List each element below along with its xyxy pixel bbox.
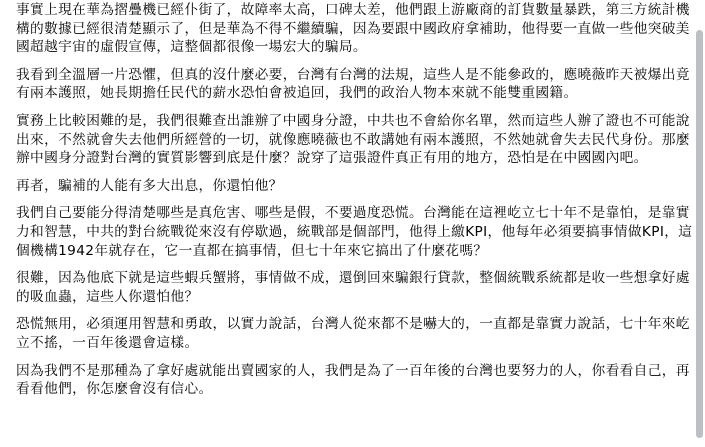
post-paragraph-5: 我們自己要能分得清楚哪些是真危害、哪些是假，不要過度恐慌。台灣能在這裡屹立七十年不是靠怕，是靠實力和智慧，中共的對台統戰從來沒有停歇過，統戰部是個部門，他得上繳KPI，他每年必須要搞事情做KPI，這個機構1942年就存在，它一直都在搞事情，但七十年來它搞出了什麼花嗎？ [16,205,693,259]
post-body [16,0,694,447]
post-paragraph-3: 實務上比較困難的是，我們很難查出誰辦了中國身分證，中共也不會給你名單，然而這些人辦了證也不可能說出來，不然就會失去他們所經營的一切，就像應曉薇也不敢講她有兩本護照，不然她就會失去民代身份。那麼辦中國身分證對台灣的實質影響到底是什麼？說穿了這張證件真正有用的地方，恐怕是在中國國內吧。 [16,112,690,167]
post-paragraph-1: 事實上現在華為摺疊機已經仆街了，故障率太高，口碑太差，他們跟上游廠商的訂貨數量暴跌，第三方統計機構的數據已經很清楚顯示了，但是華為不得不繼續騙，因為要跟中國政府拿補助，他得要一直做一些他突破美國超越宇宙的虛假宣傳，這整個都很像一場宏大的騙局。 [16,2,690,56]
scrollbar-thumb[interactable] [696,30,703,438]
post-paragraph-6: 很難，因為他底下就是這些蝦兵蟹將，事情做不成，還倒回來騙銀行貸款，整個統戰系統都是收一些想拿好處的吸血蟲，這些人你還怕他？ [16,270,690,305]
post-paragraph-7: 恐慌無用，必須運用智慧和勇敢，以實力說話，台灣人從來都不是嚇大的，一直都是靠實力說話，七十年來屹立不搖，一百年後還會這樣。 [16,316,690,351]
post-paragraph-8: 因為我們不是那種為了拿好處就能出賣國家的人，我們是為了一百年後的台灣也要努力的人，你看看自己，再看看他們，你怎麼會沒有信心。 [16,362,690,398]
post-paragraph-4: 再者，騙補的人能有多大出息，你還怕他？ [16,177,283,194]
scrollbar-track[interactable] [695,0,705,447]
post-paragraph-2: 我看到全溫層一片恐懼，但真的沒什麼必要，台灣有台灣的法規，這些人是不能參政的，應曉薇昨天被爆出竟有兩本護照，她長期擔任民代的薪水恐怕會被追回，我們的政治人物本來就不能雙重國籍。 [16,66,690,102]
